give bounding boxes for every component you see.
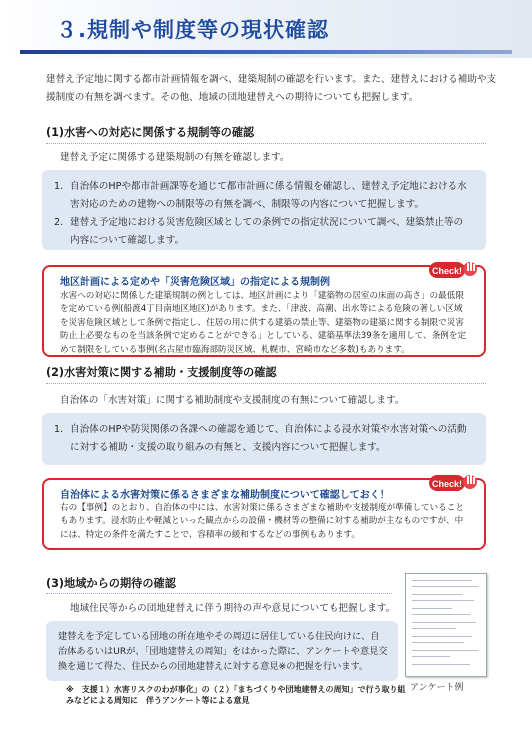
page-title: ３.規制や制度等の現状確認 (56, 18, 329, 42)
section-1-list-box (42, 170, 486, 250)
section-3-divider (46, 593, 392, 594)
check-badge-label: Check! (431, 266, 463, 276)
section-2-divider (46, 383, 486, 384)
section-1-title: (1)水害への対応に関係する規制等の確認 (46, 126, 255, 139)
check-1-title: 地区計画による定めや「災害危険区域」の指定による規制例 (60, 277, 330, 288)
list-item: 1. 自治体のHPや防災関係の各課への確認を通じて、自治体による浸水対策や水害対策への活動に対する補助・支援の取り組みの有無と、支援内容について把握します。 (54, 424, 467, 453)
section-2-list-box (42, 413, 486, 465)
survey-thumbnail (405, 573, 487, 677)
check-1-body: 水害への対応に関係した建築規制の例としては、地区計画により「建築物の居室の床面の高さ」の最低限を定めている例(船渡4丁目南地区地区)があります。また、「津波、高潮、出水等による危険の著しい区域を災害危険区域として条例で指定し、住居の用に供する建築の禁止等、建築物の建築に関する制限で災害防止上必要なものを当該条例で定めることができる」としている、建築基準法39条を適用して、条例を定めて制限をしている事例(名古屋市臨海部防災区域、札幌市、宮崎市など多数)もあります。 (60, 291, 467, 355)
check-2-body: 右の【事例】のとおり、自治体の中には、水害対策に係るさまざまな補助や支援制度が準備していることもあります。浸水防止や軽減といった観点からの設備・機材等の整備に対する補助が主なものですが、中には、特定の条件を満たすことで、容積率の緩和するなどの事例もあります。 (60, 503, 464, 540)
section-3-box (46, 621, 398, 681)
list-item: 1. 自治体のHPや都市計画課等を通じて都市計画に係る情報を確認し、建替え予定地における水害対応のための建物への制限等の有無を調べ、制限等の内容について把握します。 (54, 181, 467, 210)
section-2-subtitle: 自治体の「水害対策」に関する補助制度や支援制度の有無について確認します。 (60, 395, 405, 406)
section-3-box-text: 建替えを予定している団地の所在地やその周辺に居住している住民向けに、自治体あるいはURが、「団地建替えの周知」をはかった際に、アンケートや意見交換を通じて得た、住民からの団地建替えに対する意見※の把握を行います。 (58, 631, 388, 672)
check-badge-icon (428, 256, 478, 284)
section-2-title: (2)水害対策に関する補助・支援制度等の確認 (46, 366, 277, 379)
check-badge-icon (428, 469, 478, 497)
survey-caption: アンケート例 (410, 683, 464, 693)
section-1-divider (46, 143, 486, 144)
footnote: ※ 支援１）水害リスクのわが事化」の（２）「まちづくりや団地建替えの周知」で行う取り組みなどによる周知に 伴うアンケート等による意見 (66, 685, 406, 705)
section-3-subtitle: 地域住民等からの団地建替えに伴う期待の声や意見についても把握します。 (70, 603, 396, 614)
check-badge-label: Check! (431, 479, 463, 489)
section-3-title: (3)地域からの期待の確認 (46, 577, 176, 590)
section-1-subtitle: 建替え予定に関係する建築規制の有無を確認します。 (60, 152, 290, 163)
check-box-1 (42, 265, 486, 357)
title-underline (20, 50, 512, 54)
check-box-2 (42, 478, 486, 550)
check-2-title: 自治体による水害対策に係るさまざまな補助制度について確認しておく！ (60, 490, 390, 501)
intro-paragraph: 建替え予定地に関する都市計画情報を調べ、建築規制の確認を行います。また、建替えにおける補助や支援制度の有無を調べます。その他、地域の団地建替えへの期待についても把握します。 (46, 74, 497, 103)
list-item: 2. 建替え予定地における災害危険区域としての条例での指定状況について調べ、建築禁止等の内容について確認します。 (54, 217, 464, 246)
